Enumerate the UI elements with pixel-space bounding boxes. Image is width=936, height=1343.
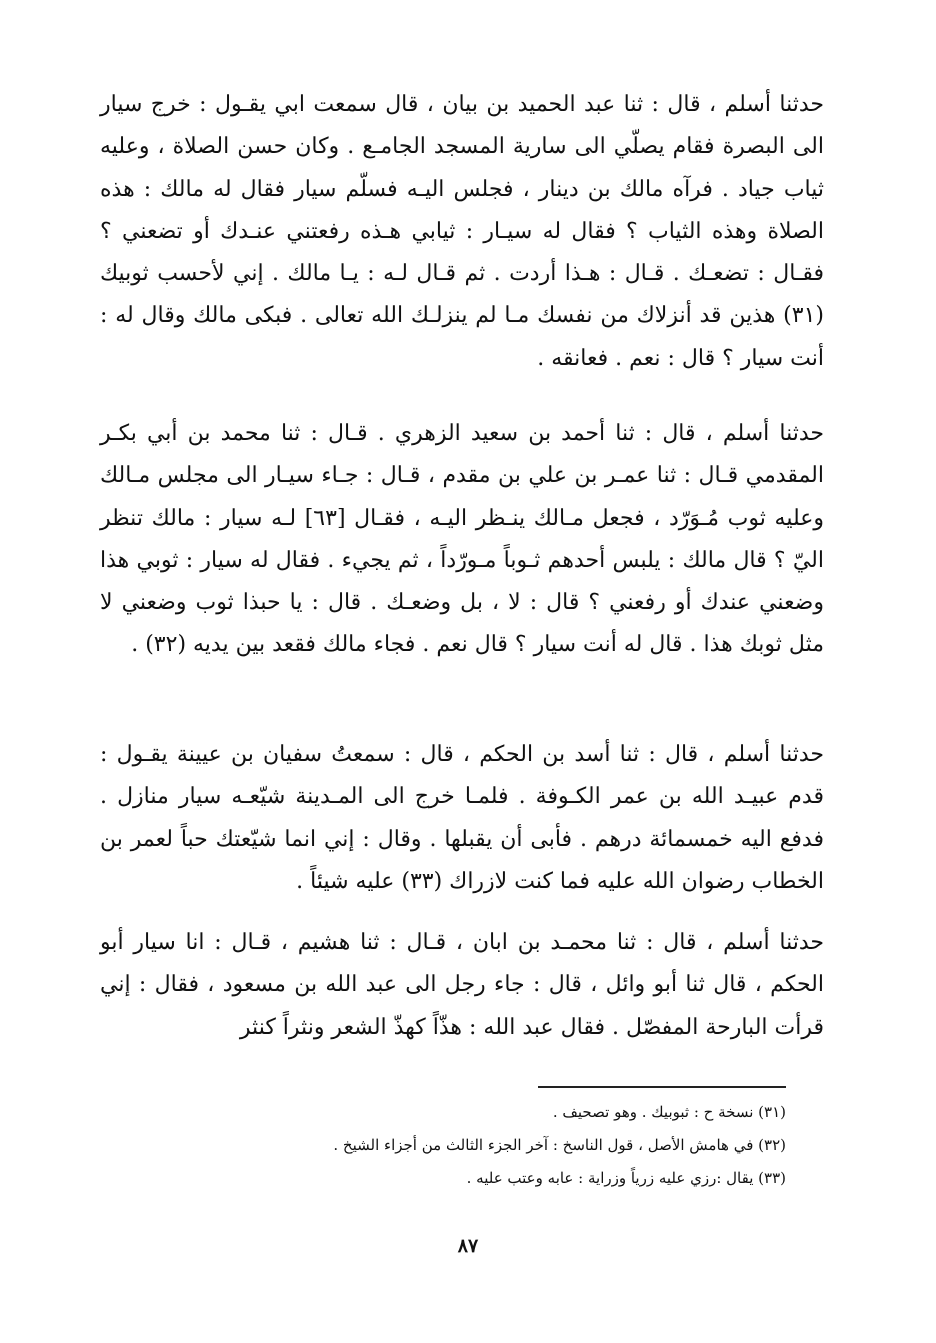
paragraph-2 [100, 413, 824, 667]
footnote-32: (٣٢) في هامش الأصل ، قول الناسخ : آخر الجزء الثالث من أجزاء الشيخ . [333, 1136, 786, 1154]
paragraph-1 [100, 84, 824, 380]
paragraph-3-text: حدثنا أسلم ، قال : ثنا أسد بن الحكم ، قال : سمعتُ سفيان بن عيينة يقـول : قدم عبيـد الله بن عمر الكـوفة . فلمـا خرج الى المـدينة شيّعـه سيار منازل . فدفع اليه خمسمائة درهم . فأبى أن يقبلها . وقال : إني انما شيّعتك حباً لعمر بن الخطاب رضوان الله عليه فما كنت لازراك (٣٣) عليه شيئاً . [100, 742, 824, 894]
paragraph-4-text: حدثنا أسلم ، قال : ثنا محمـد بن ابان ، قـال : ثنا هشيم ، قـال : انا سيار أبو الحكم ، قال ثنا أبو وائل ، قال : جاء رجل الى عبد الله بن مسعود ، فقال : إني قرأت البارحة المفصّل . فقال عبد الله : هذّاً كهذّ الشعر ونثراً كنثر [100, 930, 824, 1040]
paragraph-2-text: حدثنا أسلم ، قال : ثنا أحمد بن سعيد الزهري . قـال : ثنا محمد بن أبي بكـر المقدمي قـال : ثنا عمـر بن علي بن مقدم ، قـال : جـاء سيـار الى مجلس مـالك وعليه ثوب مُـوَرّد ، فجعل مـالك ينـظر اليـه ، فقـال [٦٣] لـه سيار : مالك تنظر اليّ ؟ قال مالك : يلبس أحدهم ثـوباً مـورّداً ، ثم يجيء . فقال له سيار : ثوبي هذا وضعني عندك أو رفعني ؟ قال : لا ، بل وضعـك . قال : يا حبذا ثوب وضعني لا مثل ثوبك هذا . قال له أنت سيار ؟ قال نعم . فجاء مالك فقعد بين يديه (٣٢) . [100, 421, 824, 658]
footnote-separator [538, 1086, 786, 1088]
paragraph-3 [100, 734, 824, 903]
footnotes [200, 1096, 786, 1195]
footnote-31: (٣١) نسخة ح : ثبوبيك . وهو تصحيف . [552, 1103, 786, 1121]
paragraph-4 [100, 922, 824, 1049]
paragraph-1-text: حدثنا أسلم ، قال : ثنا عبد الحميد بن بيان ، قال سمعت ابي يقـول : خرج سيار الى البصرة فقام يصلّي الى سارية المسجد الجامـع . وكان حسن الصلاة ، وعليه ثياب جياد . فرآه مالك بن دينار ، فجلس اليـه فسلّم سيار فقال له مالك : هذه الصلاة وهذه الثياب ؟ فقال له سيـار : ثيابي هـذه رفعتني عنـدك أو تضعني ؟ فقـال : تضعـك . قـال : هـذا أردت . ثم قـال لـه : يـا مالك . إني لأحسب ثوبيك (٣١) هذين قد أنزلاك من نفسك مـا لم ينزلـك الله تعالى . فبكى مالك وقال له : أنت سيار ؟ قال : نعم . فعانقه . [100, 92, 824, 371]
page-number: ٨٧ [457, 1235, 479, 1257]
footnote-33: (٣٣) يقال :رزي عليه زرياً وزراية : عابه وعتب عليه . [466, 1169, 786, 1187]
